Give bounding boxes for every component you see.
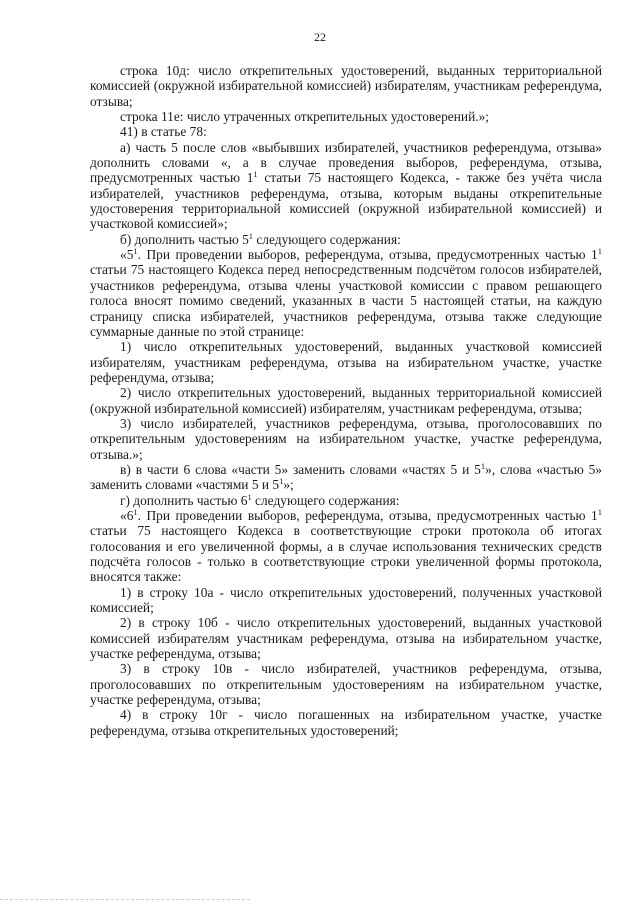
paragraph-p14: [90, 615, 602, 661]
page-number: 22: [314, 30, 326, 44]
text-run: в) в части 6 слова «части 5» заменить словами «частях 5 и 5: [120, 461, 481, 477]
text-run: «5: [120, 247, 134, 263]
text-run: 1) число открепительных удостоверений, выданных участковой комиссией избирателям, участникам референдума, отзыва на избирательном участке, участке референдума, отзыва;: [90, 339, 602, 385]
text-run: статьи 75 настоящего Кодекса перед непосредственным подсчётом голосов избирателей, участников референдума, отзыва члены участковой комиссии с правом решающего голоса вносят помимо сведений, указанных в части 5 настоящей статьи, на каждую страницу списка избирателей, участников референдума, отзыва также следующие суммарные данные по этой странице:: [90, 262, 602, 339]
text-run: », слова «частью 5» заменить словами «частями 5 и 5: [90, 461, 602, 493]
text-run: статьи 75 настоящего Кодекса в соответствующие строки протокола об итогах голосования и его увеличенной формы, а в случае использования технических средств подсчёта голосов - только в соответствующие строки увеличенной формы протокола, вносятся также:: [90, 523, 602, 585]
paragraph-p2: [90, 109, 602, 124]
text-run: б) дополнить частью 5: [120, 231, 249, 247]
paragraph-p15: [90, 661, 602, 707]
paragraph-p13: [90, 585, 602, 616]
paragraph-p1: [90, 63, 602, 109]
superscript: 1: [247, 491, 252, 502]
document-body: [90, 63, 602, 738]
text-run: . При проведении выборов, референдума, отзыва, предусмотренных частью 1: [137, 247, 598, 263]
superscript: 1: [253, 169, 258, 180]
text-run: 2) число открепительных удостоверений, выданных территориальной комиссией (окружной избирательной комиссией) избирателям, участникам референдума, отзыва;: [90, 385, 602, 416]
text-run: . При проведении выборов, референдума, отзыва, предусмотренных частью 1: [137, 507, 598, 523]
superscript: 1: [597, 506, 602, 517]
text-run: 1) в строку 10а - число открепительных удостоверений, полученных участковой комиссией;: [90, 584, 602, 616]
text-run: г) дополнить частью 6: [120, 492, 248, 508]
paragraph-p6: [90, 247, 602, 339]
text-run: 41) в статье 78:: [120, 124, 207, 140]
text-run: 3) в строку 10в - число избирателей, участников референдума, отзыва, проголосовавших по открепительным удостоверениям на избирательном участке, участке референдума, отзыва;: [90, 661, 602, 708]
text-run: 2) в строку 10б - число открепительных удостоверений, выданных участковой комиссией избирателям участникам референдума, отзыва на избирательном участке, участке референдума, отзыва;: [90, 615, 602, 662]
paragraph-p10: [90, 462, 602, 493]
superscript: 1: [279, 476, 284, 487]
superscript: 1: [133, 506, 138, 517]
superscript: 1: [597, 246, 602, 257]
text-run: 4) в строку 10г - число погашенных на избирательном участке, участке референдума, отзыва открепительных удостоверений;: [90, 707, 602, 738]
text-run: строка 10д: число открепительных удостоверений, выданных территориальной комиссией (окружной избирательной комиссией) избирателям, участникам референдума, отзыва;: [90, 63, 602, 109]
paragraph-p8: [90, 385, 602, 416]
text-run: а) часть 5 после слов «выбывших избирателей, участников референдума, отзыва» дополнить словами «, а в случае проведения выборов, референдума, отзыва, предусмотренных частью 1: [90, 139, 602, 186]
text-run: следующего содержания:: [251, 492, 400, 508]
paragraph-p11: [90, 493, 602, 508]
superscript: 1: [480, 460, 486, 471]
paragraph-p9: [90, 416, 602, 462]
paragraph-p12: [90, 508, 602, 585]
paragraph-p7: [90, 339, 602, 385]
superscript: 1: [248, 230, 254, 241]
text-run: следующего содержания:: [253, 231, 401, 247]
scan-artifact-line: [0, 899, 250, 901]
paragraph-p16: [90, 707, 602, 738]
text-run: «6: [120, 507, 134, 523]
text-run: статьи 75 настоящего Кодекса, - также без учёта числа избирателей, участников референдума, отзыва, которым выданы открепительные удостоверения территориальной комиссией (окружной избирательной комиссией) и участковой комиссией»;: [90, 170, 602, 232]
text-run: 3) число избирателей, участников референдума, отзыва, проголосовавших по открепительным удостоверениям на избирательном участке, участке референдума, отзыва.»;: [90, 415, 602, 462]
superscript: 1: [133, 246, 138, 257]
text-run: »;: [283, 477, 294, 493]
paragraph-p4: [90, 140, 602, 232]
paragraph-p3: [90, 124, 602, 139]
text-run: строка 11е: число утраченных открепительных удостоверений.»;: [120, 109, 490, 125]
paragraph-p5: [90, 232, 602, 247]
